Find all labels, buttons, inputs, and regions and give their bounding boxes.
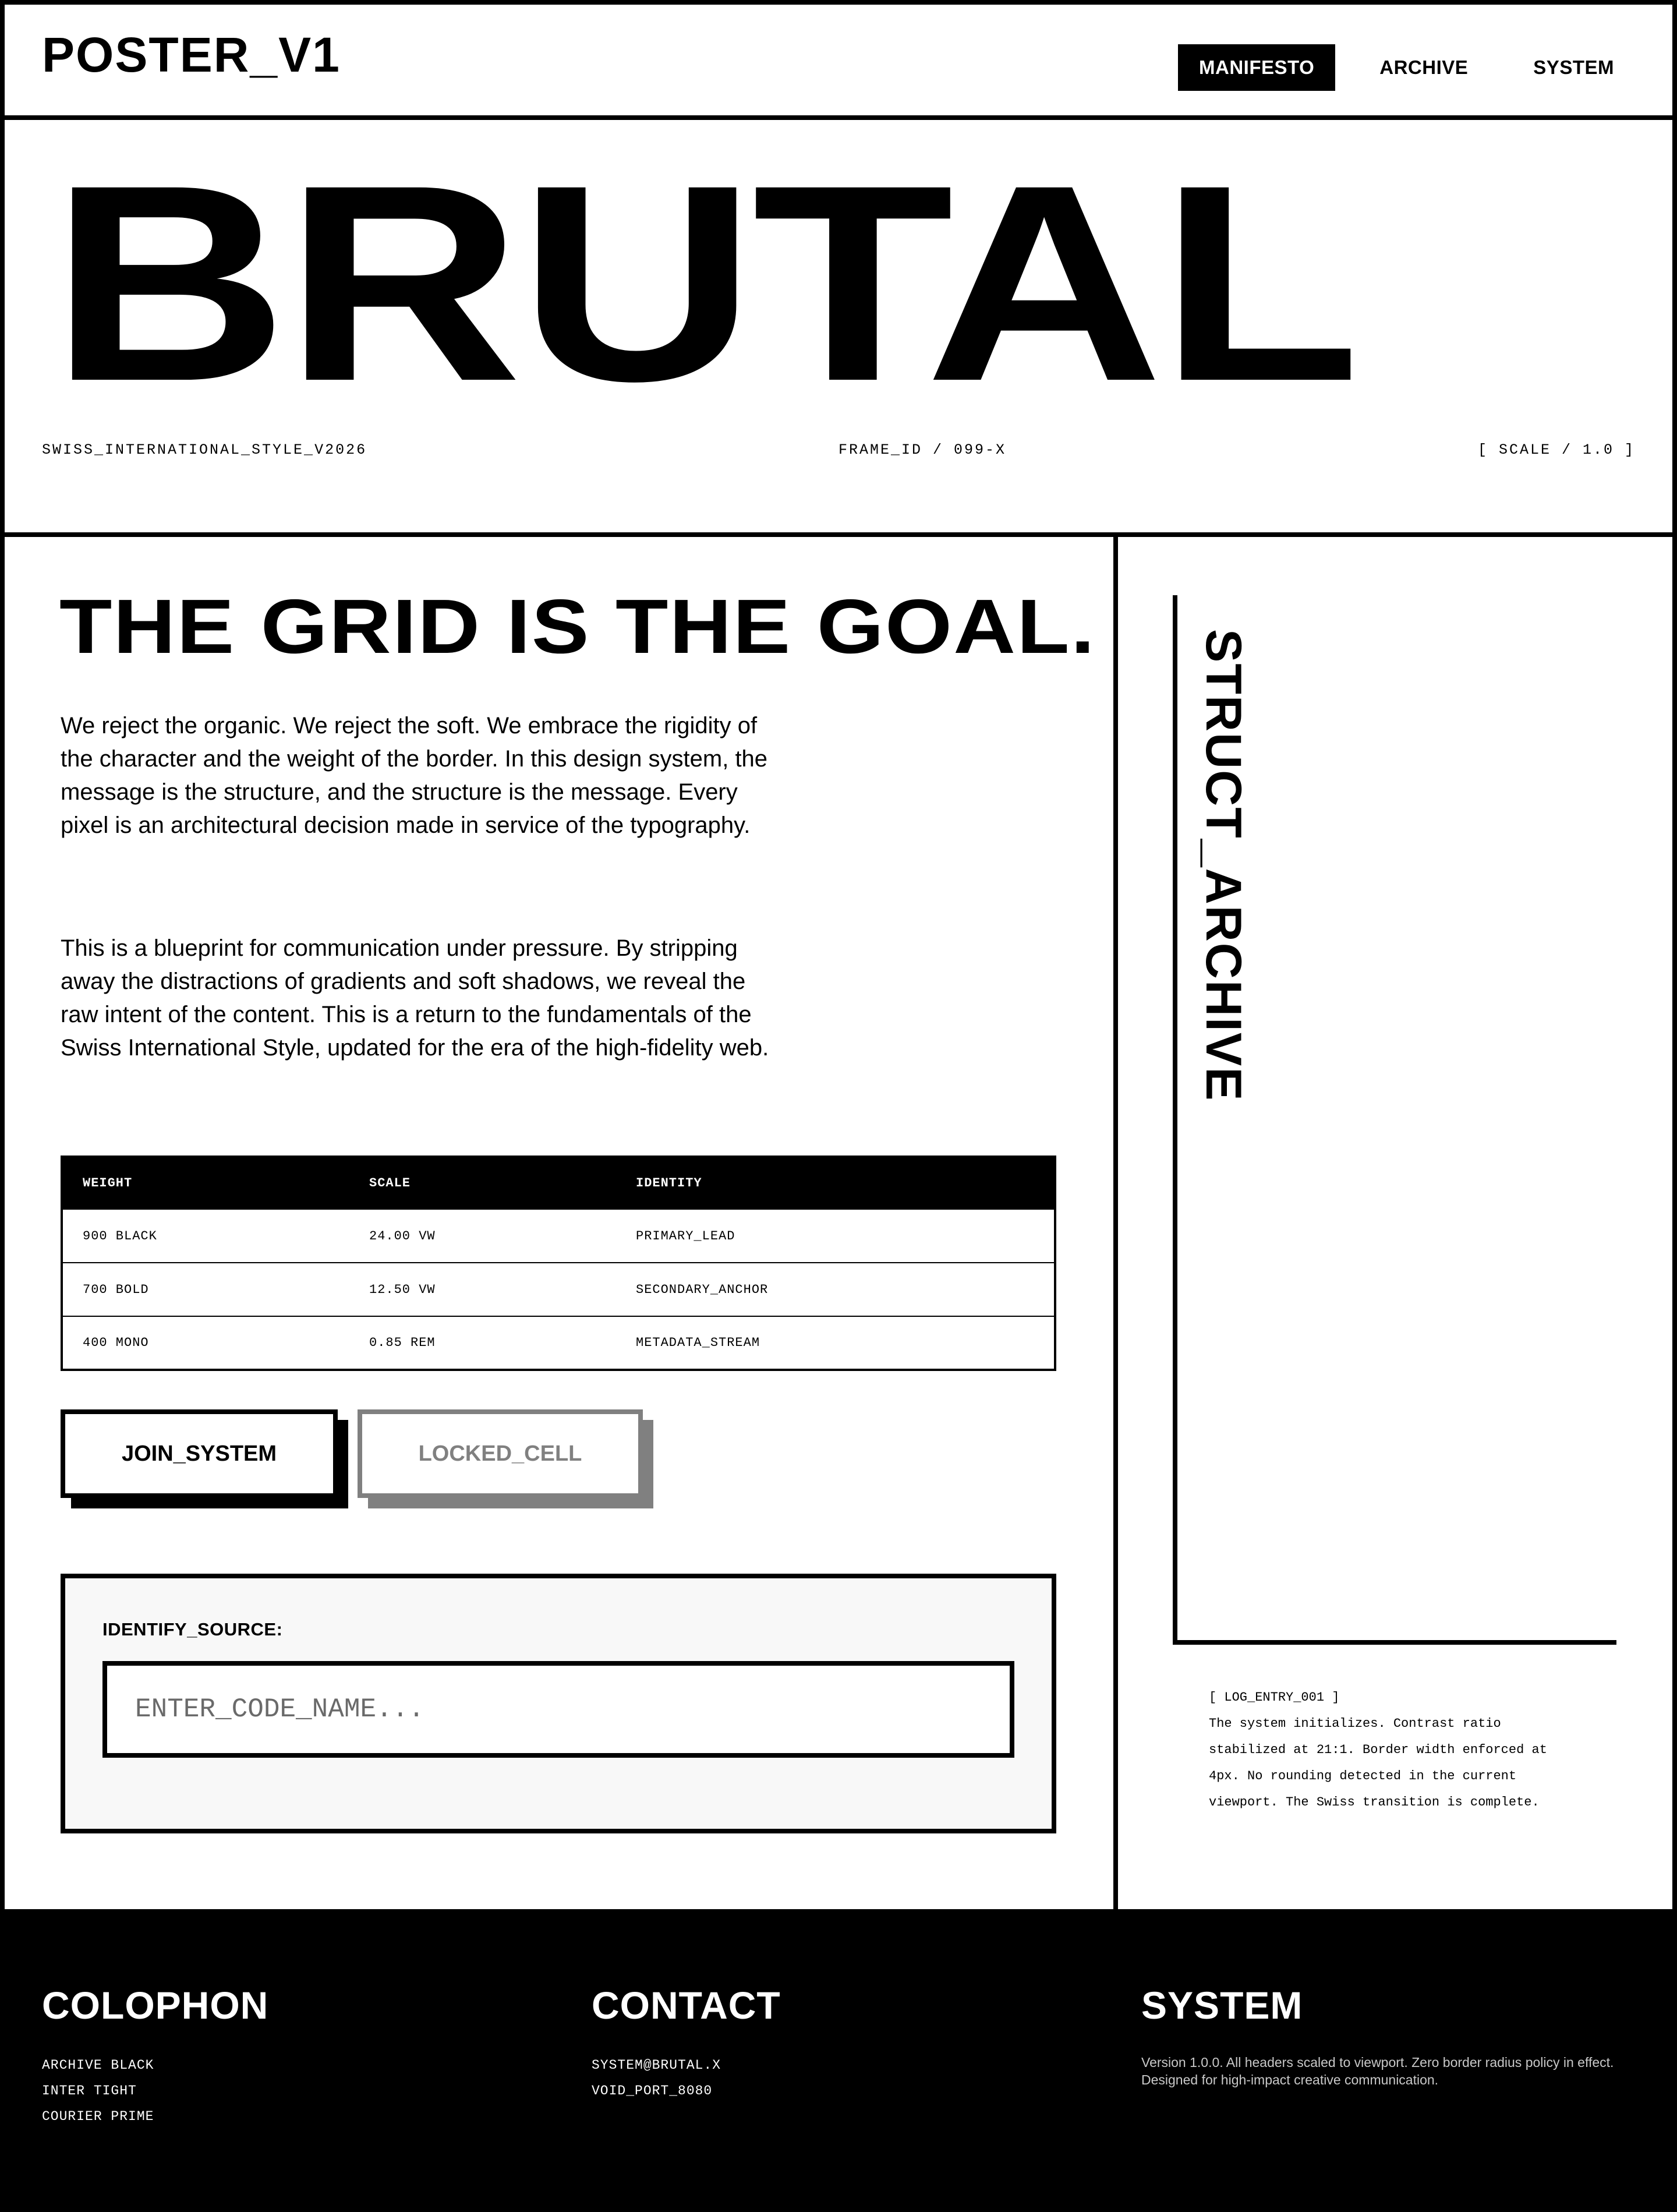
logo[interactable]: POSTER_V1 <box>42 27 341 82</box>
footer-contact <box>592 1986 781 2104</box>
hero-title: BRUTAL <box>50 126 1357 439</box>
footer-colophon-heading: COLOPHON <box>42 1984 269 2027</box>
table-cell: 900 BLACK <box>62 1209 349 1263</box>
table-cell: 24.00 VW <box>349 1209 616 1263</box>
contact-email-link[interactable]: SYSTEM@BRUTAL.X <box>592 2058 721 2073</box>
identify-source-panel <box>61 1574 1056 1833</box>
footer-colophon-list <box>42 2052 268 2129</box>
table-header-scale: SCALE <box>349 1157 616 1209</box>
footer-system-heading: SYSTEM <box>1141 1984 1303 2027</box>
footer-colophon <box>42 1986 268 2129</box>
nav-item-system[interactable]: SYSTEM <box>1533 56 1614 78</box>
table-header-row <box>62 1157 1055 1209</box>
table-row <box>62 1316 1055 1370</box>
table-cell: 400 MONO <box>62 1316 349 1370</box>
list-item: COURIER PRIME <box>42 2109 154 2124</box>
nav-item-archive[interactable]: ARCHIVE <box>1379 56 1469 78</box>
list-item: INTER TIGHT <box>42 2083 137 2098</box>
frame-id-label: FRAME_ID / 099-X <box>838 441 1007 458</box>
footer-contact-heading: CONTACT <box>592 1984 781 2027</box>
table-row <box>62 1209 1055 1263</box>
join-system-button[interactable]: JOIN_SYSTEM <box>61 1409 338 1498</box>
hero-section <box>0 120 1677 537</box>
locked-cell-button[interactable]: LOCKED_CELL <box>358 1409 643 1498</box>
section-title: THE GRID IS THE GOAL. <box>59 584 1096 669</box>
scale-label: [ SCALE / 1.0 ] <box>1477 441 1635 458</box>
table-cell: 0.85 REM <box>349 1316 616 1370</box>
table-header-weight: WEIGHT <box>62 1157 349 1209</box>
nav-item-manifesto[interactable]: MANIFESTO <box>1178 44 1335 91</box>
table-header-identity: IDENTITY <box>616 1157 1055 1209</box>
table-cell: METADATA_STREAM <box>616 1316 1055 1370</box>
manifesto-section <box>0 537 1118 1909</box>
manifesto-paragraph-1: We reject the organic. We reject the soft. We embrace the rigidity of the character and the weight of the border. In this design system, the message is the structure, and the structure is the message. Every pixel is an architectural decision made in service of the typography. <box>61 713 768 838</box>
site-header <box>0 0 1677 120</box>
code-name-input[interactable] <box>102 1661 1014 1758</box>
table-row <box>62 1263 1055 1316</box>
main-nav <box>1178 44 1635 91</box>
table-cell: SECONDARY_ANCHOR <box>616 1263 1055 1316</box>
log-entry <box>1209 1684 1582 1815</box>
archive-sidebar <box>1118 537 1677 1909</box>
site-footer <box>0 1909 1677 2212</box>
manifesto-paragraph-2: This is a blueprint for communication under pressure. By stripping away the distractions of gradients and soft shadows, we reveal the raw intent of the content. This is a return to the fundamentals of the Swiss International Style, updated for the era of the high-fidelity web. <box>61 935 769 1061</box>
footer-system <box>1141 1986 1642 2089</box>
list-item: ARCHIVE BLACK <box>42 2058 154 2073</box>
footer-system-text: Version 1.0.0. All headers scaled to viewport. Zero border radius policy in effect. Designed for high-impact creative communication. <box>1141 2055 1614 2087</box>
style-version-label: SWISS_INTERNATIONAL_STYLE_V2026 <box>42 441 367 458</box>
table-cell: PRIMARY_LEAD <box>616 1209 1055 1263</box>
table-cell: 700 BOLD <box>62 1263 349 1316</box>
table-cell: 12.50 VW <box>349 1263 616 1316</box>
footer-contact-list <box>592 2052 781 2104</box>
log-entry-title: [ LOG_ENTRY_001 ] <box>1209 1690 1340 1705</box>
vertical-archive-title: STRUCT_ARCHIVE <box>1195 629 1251 1102</box>
contact-port-link[interactable]: VOID_PORT_8080 <box>592 2083 713 2098</box>
type-spec-table <box>61 1156 1056 1371</box>
log-entry-text: The system initializes. Contrast ratio stabilized at 21:1. Border width enforced at 4px. No rounding detected in the current viewport. The Swiss transition is complete. <box>1209 1716 1547 1810</box>
identify-source-label: IDENTIFY_SOURCE: <box>102 1619 283 1639</box>
